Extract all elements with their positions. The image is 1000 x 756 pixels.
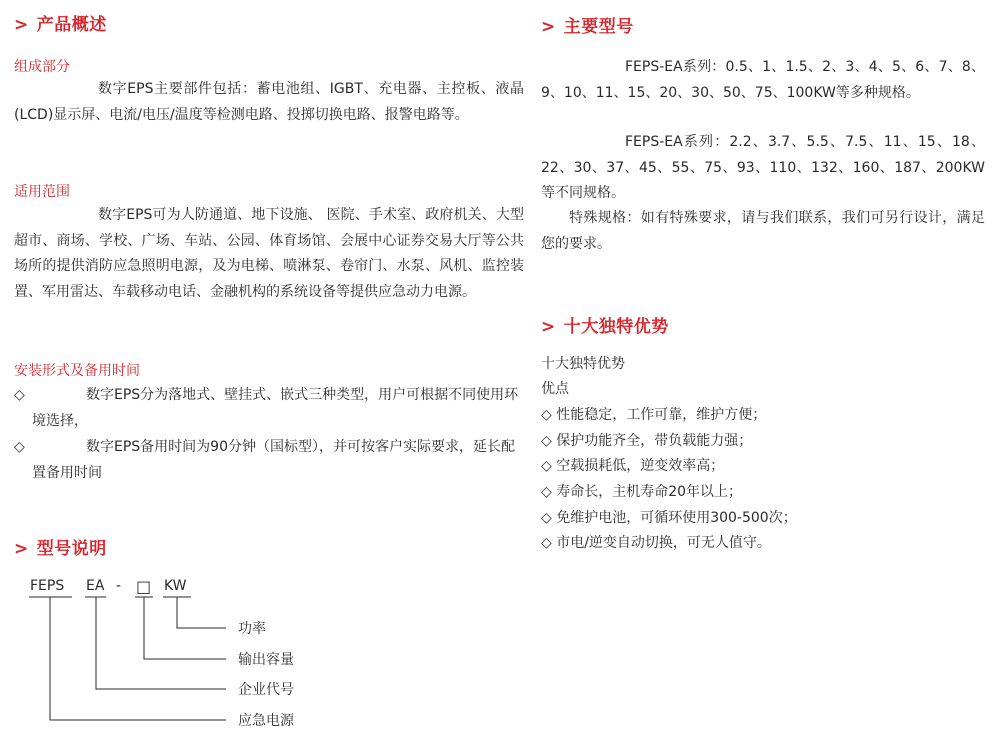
model-code-dash: - (116, 578, 122, 594)
subheading-composition: 组成部分 (14, 59, 70, 75)
chevron-right-icon: > (541, 317, 556, 337)
advantage-item: ◇ 市电/逆变自动切换，可无人值守。 (541, 535, 771, 551)
model-label-company-code: 企业代号 (238, 682, 294, 698)
install-item (14, 383, 522, 434)
install-item (14, 435, 522, 486)
install-item-text: 数字EPS分为落地式、壁挂式、嵌式三种类型，用户可根据不同使用环境选择， (32, 387, 519, 429)
diamond-bullet-icon: ◇ (14, 387, 25, 403)
advantage-item: ◇ 性能稳定，工作可靠，维护方便； (541, 407, 767, 423)
model-label-output-capacity: 输出容量 (238, 652, 294, 668)
subheading-scope: 适用范围 (14, 184, 70, 200)
advantage-item: ◇ 免维护电池，可循环使用300-500次； (541, 510, 797, 526)
advantage-item: ◇ 保护功能齐全，带负载能力强； (541, 433, 753, 449)
chevron-right-icon: > (541, 17, 556, 37)
chevron-right-icon: > (14, 539, 29, 559)
paragraph-models-1: FEPS-EA系列：0.5、1、1.5、2、3、4、5、6、7、8、9、10、11、15、20、30、50、75、100KW等多种规格。 (541, 59, 985, 101)
subheading-install: 安装形式及备用时间 (14, 363, 140, 379)
section-title-main-models: > 主要型号 (541, 17, 634, 37)
model-code-box: □ (136, 577, 152, 596)
paragraph-models-2: FEPS-EA系列：2.2、3.7、5.5、7.5、11、15、18、22、30、37、45、55、75、93、110、132、160、187、200KW等不同规格。 (541, 134, 985, 201)
section-title-overview: > 产品概述 (14, 15, 107, 35)
advantage-item: ◇ 寿命长，主机寿命20年以上； (541, 484, 743, 500)
model-code-connectors (14, 570, 354, 756)
section-title-model-desc: > 型号说明 (14, 539, 107, 559)
model-code-ea: EA (86, 578, 105, 594)
diamond-bullet-icon: ◇ (14, 439, 25, 455)
model-label-emergency-power: 应急电源 (238, 713, 294, 729)
advantages-label: 优点 (541, 381, 569, 397)
paragraph-special: 特殊规格：如有特殊要求，请与我们联系，我们可另行设计，满足您的要求。 (541, 210, 985, 252)
section-title-advantages: > 十大独特优势 (541, 317, 669, 337)
paragraph-composition: 数字EPS主要部件包括：蓄电池组、IGBT、充电器、主控板、液晶(LCD)显示屏、电流/电压/温度等检测电路、投掷切换电路、报警电路等。 (14, 81, 524, 123)
advantages-subtitle: 十大独特优势 (541, 356, 625, 372)
model-label-power: 功率 (238, 621, 266, 637)
chevron-right-icon: > (14, 15, 29, 35)
model-code-feps: FEPS (30, 578, 65, 594)
advantage-item: ◇ 空载损耗低，逆变效率高； (541, 458, 725, 474)
model-code-diagram (14, 570, 354, 756)
paragraph-scope: 数字EPS可为人防通道、地下设施、 医院、手术室、政府机关、大型超市、商场、学校、广场、车站、公园、体育场馆、会展中心证券交易大厅等公共场所的提供消防应急照明电源，及为电梯、喷淋泵、卷帘门、水泵、风机、监控装置、军用雷达、车载移动电话、金融机构的系统设备等提供应急动力电源。 (14, 207, 524, 300)
install-item-text: 数字EPS备用时间为90分钟（国标型），并可按客户实际要求，延长配置备用时间 (32, 439, 515, 481)
model-code-kw: KW (164, 578, 187, 594)
